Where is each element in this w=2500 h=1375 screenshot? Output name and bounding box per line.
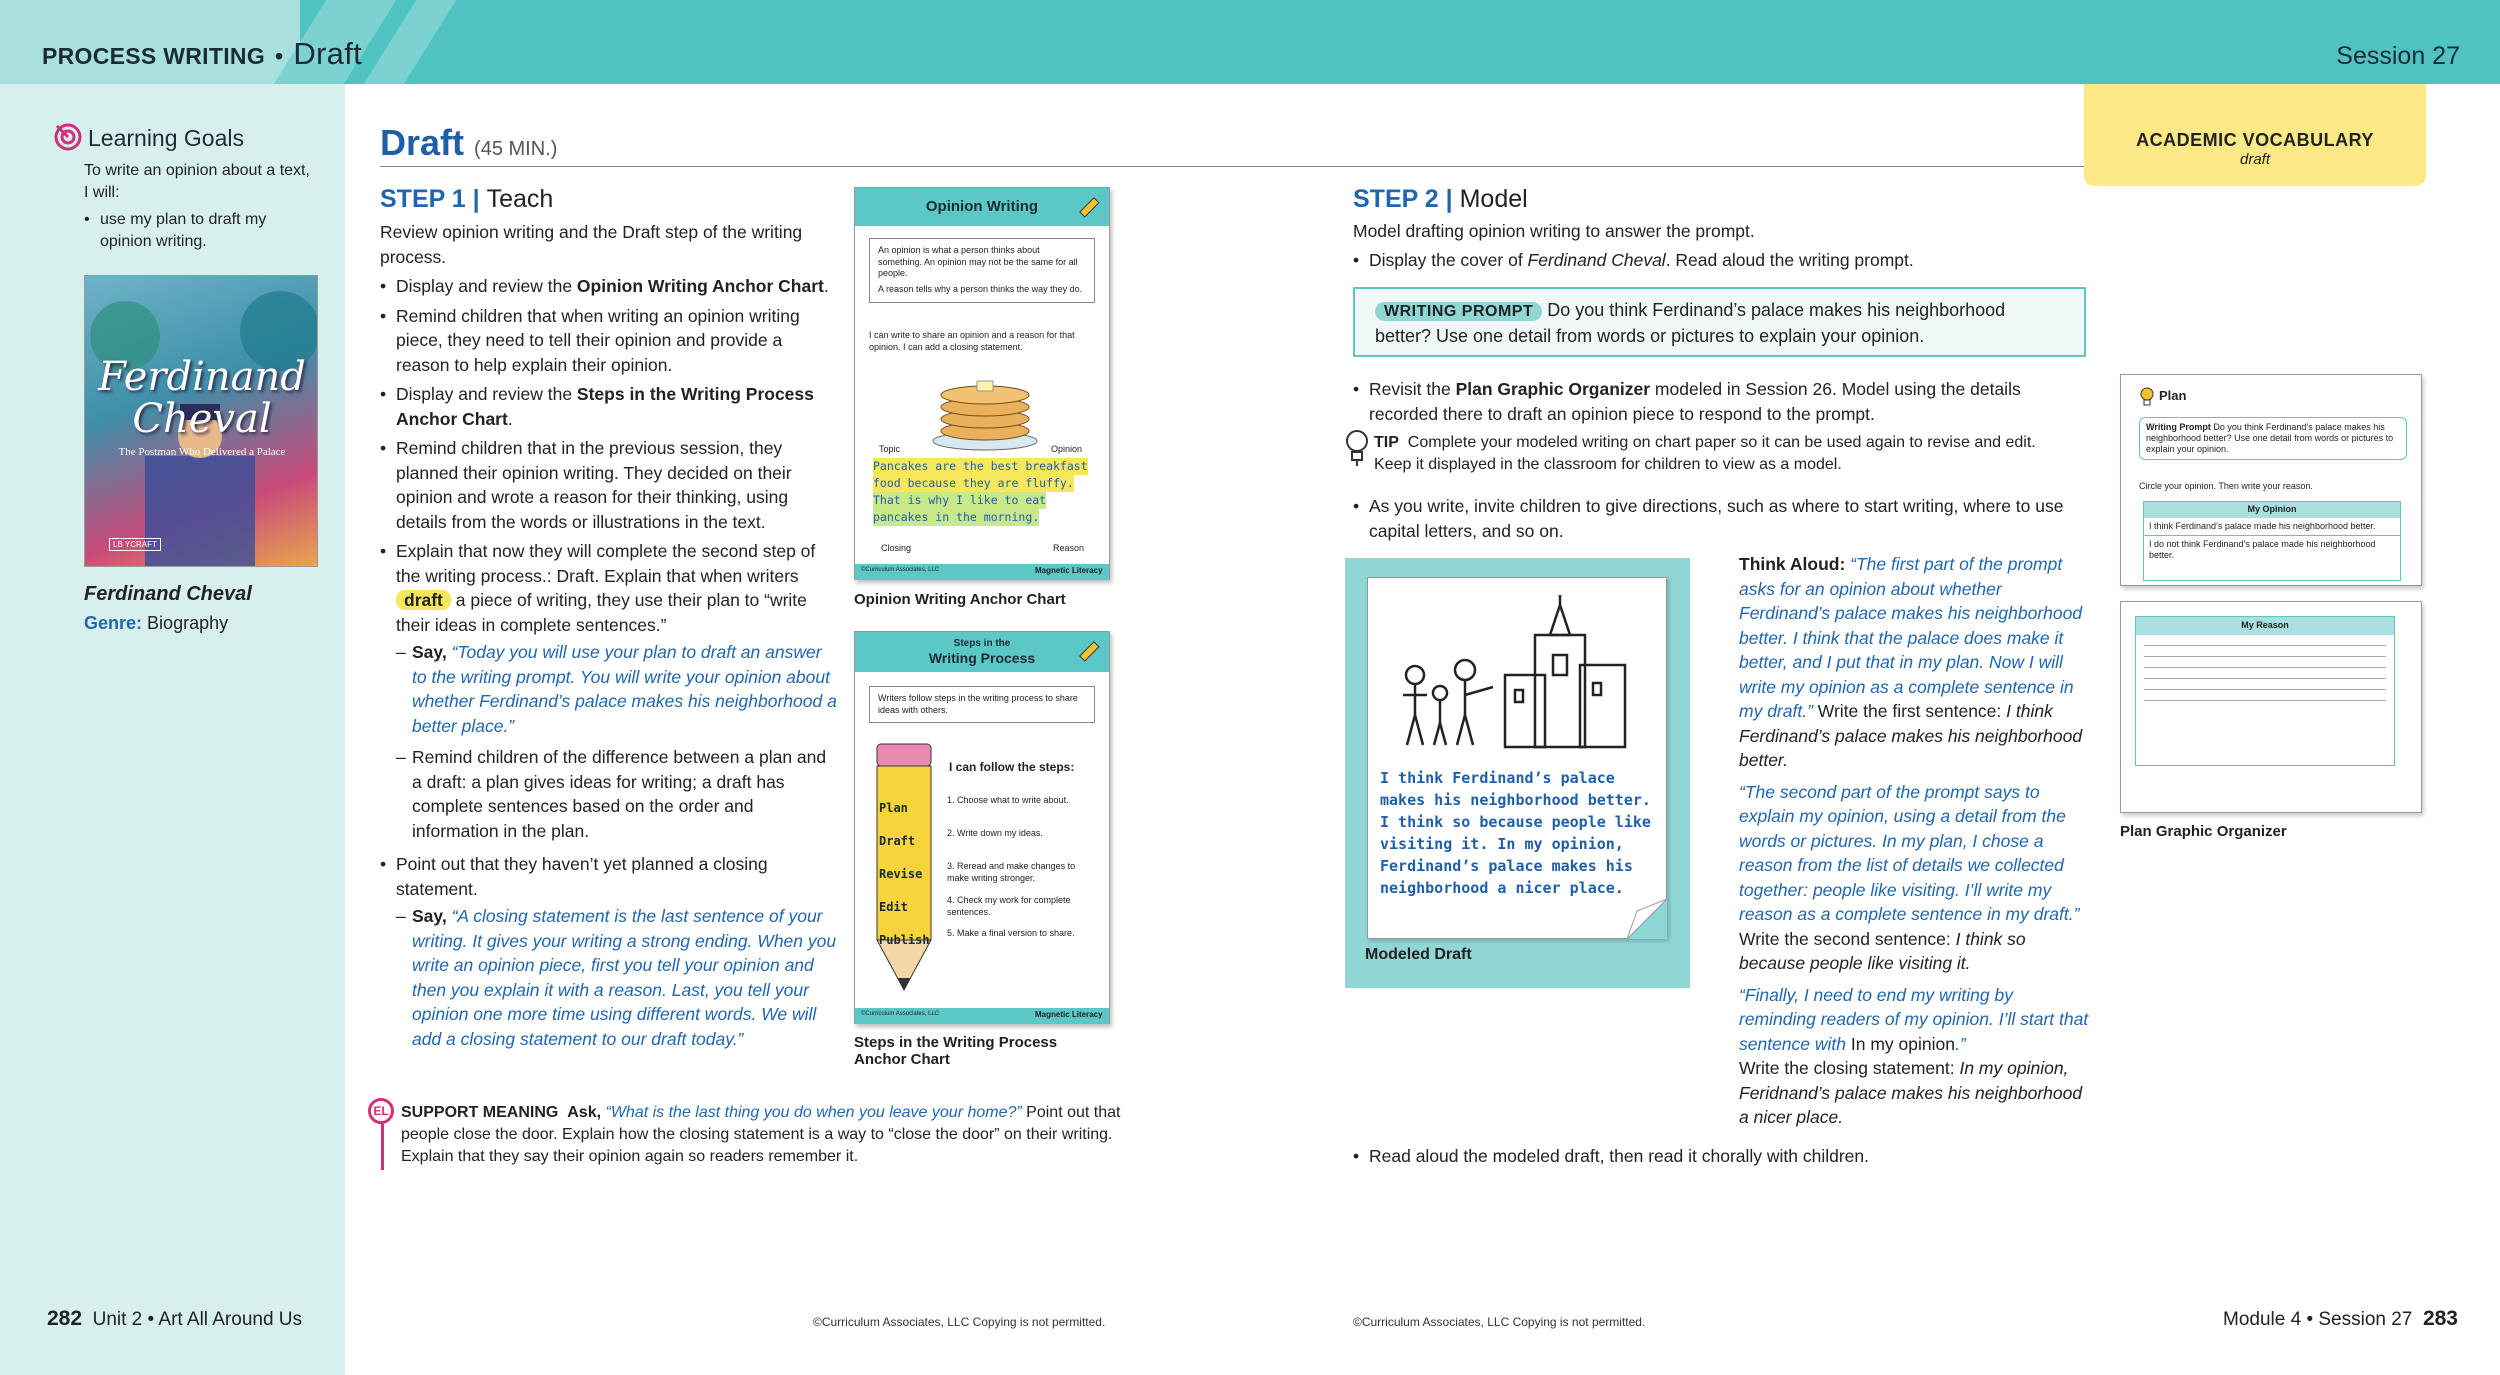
step2-intro: Model drafting opinion writing to answer the prompt. • Display the cover of Ferdinand Cheval. Read aloud the writing prompt. [1353,219,2093,272]
family-palace-drawing [1385,595,1645,755]
page-curl [1627,899,1667,939]
copyright-left: ©Curriculum Associates, LLC Copying is not permitted. [813,1315,1106,1329]
page-title: Draft (45 MIN.) [380,122,558,163]
left-page-footer: 282 Unit 2 • Art All Around Us [47,1307,303,1330]
modeled-draft-text: I think Ferdinand’s palace makes his neighborhood better. I think so because people like visiting it. In my opinion, Ferdinand’s palace makes his neighborhood a nicer place. [1380,769,1651,897]
pencil-icon [1075,638,1101,664]
opinion-chart-caption: Opinion Writing Anchor Chart [854,591,1066,608]
writing-process-anchor-chart: Steps in the Writing Process Writers follow steps in the writing process to share ideas with others. Plan Draft Revise Edit Publish I can follow the steps: 1. Choose what to write about. 2. Write down my ideas. 3. Reread and make changes to make writing stronger. 4. Check my work for complete sentences. 5. Make a final version to share. ©Curriculum Associates, LLC Magnetic Literacy [854,631,1110,1024]
step2-directions: • As you write, invite children to give directions, such as where to start writing, where to use capital letters, and so on. [1353,489,2093,543]
target-icon [53,122,83,152]
step1-body: Review opinion writing and the Draft step of the writing process. • Display and review the Opinion Writing Anchor Chart. • Remind children that when writing an opinion writing piece, they need to tell their opinion and provide a reason to help explain their opinion. • Display and review the Steps in the Writing Process Anchor Chart. • Remind children that in the previous session, they planned their opinion writing. They decided on their opinion and wrote a reason for their thinking, using details from the words or illustrations in the text. • Explain that now they will complete the second step of the writing process.: Draft. Explain that when writers draft a piece of writing, they use their plan to “write their ideas in complete sentences.” – Say, “Today you will use your plan to draft an answer to the writing prompt. You will write your opinion about whether Ferdinand’s palace makes his neighborhood a better place.” – Remind children of the difference between a plan and a draft: a plan gives ideas for writing; a draft has complete sentences based on the order and information in the plan. • Point out that they haven’t yet planned a closing statement. – Say, “A closing statement is the last sentence of your writing. It gives your writing a strong ending. When you write an opinion piece, first you tell your opinion and then you explain it with a reason. Last, you tell your opinion one more time using different words. We will add a closing statement to our draft today.” [380,220,840,1051]
process-chart-caption: Steps in the Writing Process Anchor Chart [854,1034,1058,1068]
step2-read-aloud: • Read aloud the modeled draft, then read it chorally with children. [1353,1139,2093,1169]
book-genre: Genre: Biography [84,613,229,633]
support-meaning: SUPPORT MEANING Ask, “What is the last thing you do when you leave your home?” Point out that people close the door. Explain how the closing statement is a way to “close the door” on their writing. Explain that they say their opinion again so readers remember it. [401,1104,1121,1165]
right-page-footer: Module 4 • Session 27 283 [2223,1307,2458,1330]
pencil-icon [1075,194,1101,220]
step2-revisit: • Revisit the Plan Graphic Organizer modeled in Session 26. Model using the details recorded there to draft an opinion piece to respond to the prompt. [1353,372,2083,426]
modeled-draft-caption: Modeled Draft [1365,946,1472,963]
el-line [381,1124,384,1170]
plan-organizer-caption: Plan Graphic Organizer [2120,823,2287,840]
step1-heading: STEP 1 | Teach [380,185,554,213]
lightbulb-icon [1343,428,1371,468]
learning-goals-title: Learning Goals [88,125,244,151]
session-label: Session 27 [2336,42,2460,70]
academic-vocabulary-tab: ACADEMIC VOCABULARY draft [2084,84,2426,186]
el-badge: EL [368,1098,394,1124]
book-cover: Ferdinand Cheval The Postman Who Delivered a Palace LB YCRAFT [84,275,318,567]
vocab-highlight: draft [396,590,451,610]
plan-organizer-page1: Plan Writing Prompt Do you think Ferdinand’s palace makes his neighborhood better? Use one detail from words or pictures to explain your opinion. Circle your opinion. Then write your reason. My Opinion I think Ferdinand’s palace made his neighborhood better. I do not think Ferdinand’s palace made his neighborhood better. [2120,374,2422,586]
section-title: PROCESS WRITING • Draft [42,36,363,71]
tip-note: TIP Complete your modeled writing on chart paper so it can be used again to revise and edit. Keep it displayed in the classroom for children to view as a model. [1374,434,2036,473]
learning-goals-text: To write an opinion about a text, I will: • use my plan to draft my opinion writing. [84,160,314,252]
think-aloud: Think Aloud: “The first part of the prompt asks for an opinion about whether Ferdinand’s palace makes his neighborhood better. I think that the palace does make it better, and I put that in my plan. Now I will write my opinion as a complete sentence in my draft.” Write the first sentence: I think Ferdinand’s palace makes his neighborhood better. “The second part of the prompt says to explain my opinion, using a detail from the words or pictures. In my plan, I chose a reason from the list of details we collected together: people like visiting. I’ll write my reason as a complete sentence in my draft.” Write the second sentence: I think so because people like visiting it. “Finally, I need to end my writing by reminding readers of my opinion. I’ll start that sentence with In my opinion.” Write the closing statement: In my opinion, Feridnand’s palace makes his neighborhood a nicer place. [1739,554,2089,1127]
plan-organizer-page2: My Reason [2120,601,2422,813]
lightbulb-icon [2139,387,2155,407]
pancakes-icon [930,363,1040,453]
title-rule [380,166,2085,167]
opinion-writing-anchor-chart: Opinion Writing An opinion is what a person thinks about something. An opinion may not be the same for all people. A reason tells why a person thinks the way they do. I can write to share an opinion and a reason for that opinion. I can add a closing statement. Topic Opinion Pancakes are the best breakfast food because they are fluffy. That is why I like to eat pancakes in the morning. Closing Reason ©Curriculum Associates, LLC Magnetic Literacy [854,187,1110,580]
book-title: Ferdinand Cheval [84,583,252,605]
step2-heading: STEP 2 | Model [1353,185,1528,213]
copyright-right: ©Curriculum Associates, LLC Copying is not permitted. [1353,1315,1646,1329]
writing-prompt-box: WRITING PROMPT Do you think Ferdinand’s palace makes his neighborhood better? Use one detail from words or pictures to explain your opinion. [1353,287,2086,357]
